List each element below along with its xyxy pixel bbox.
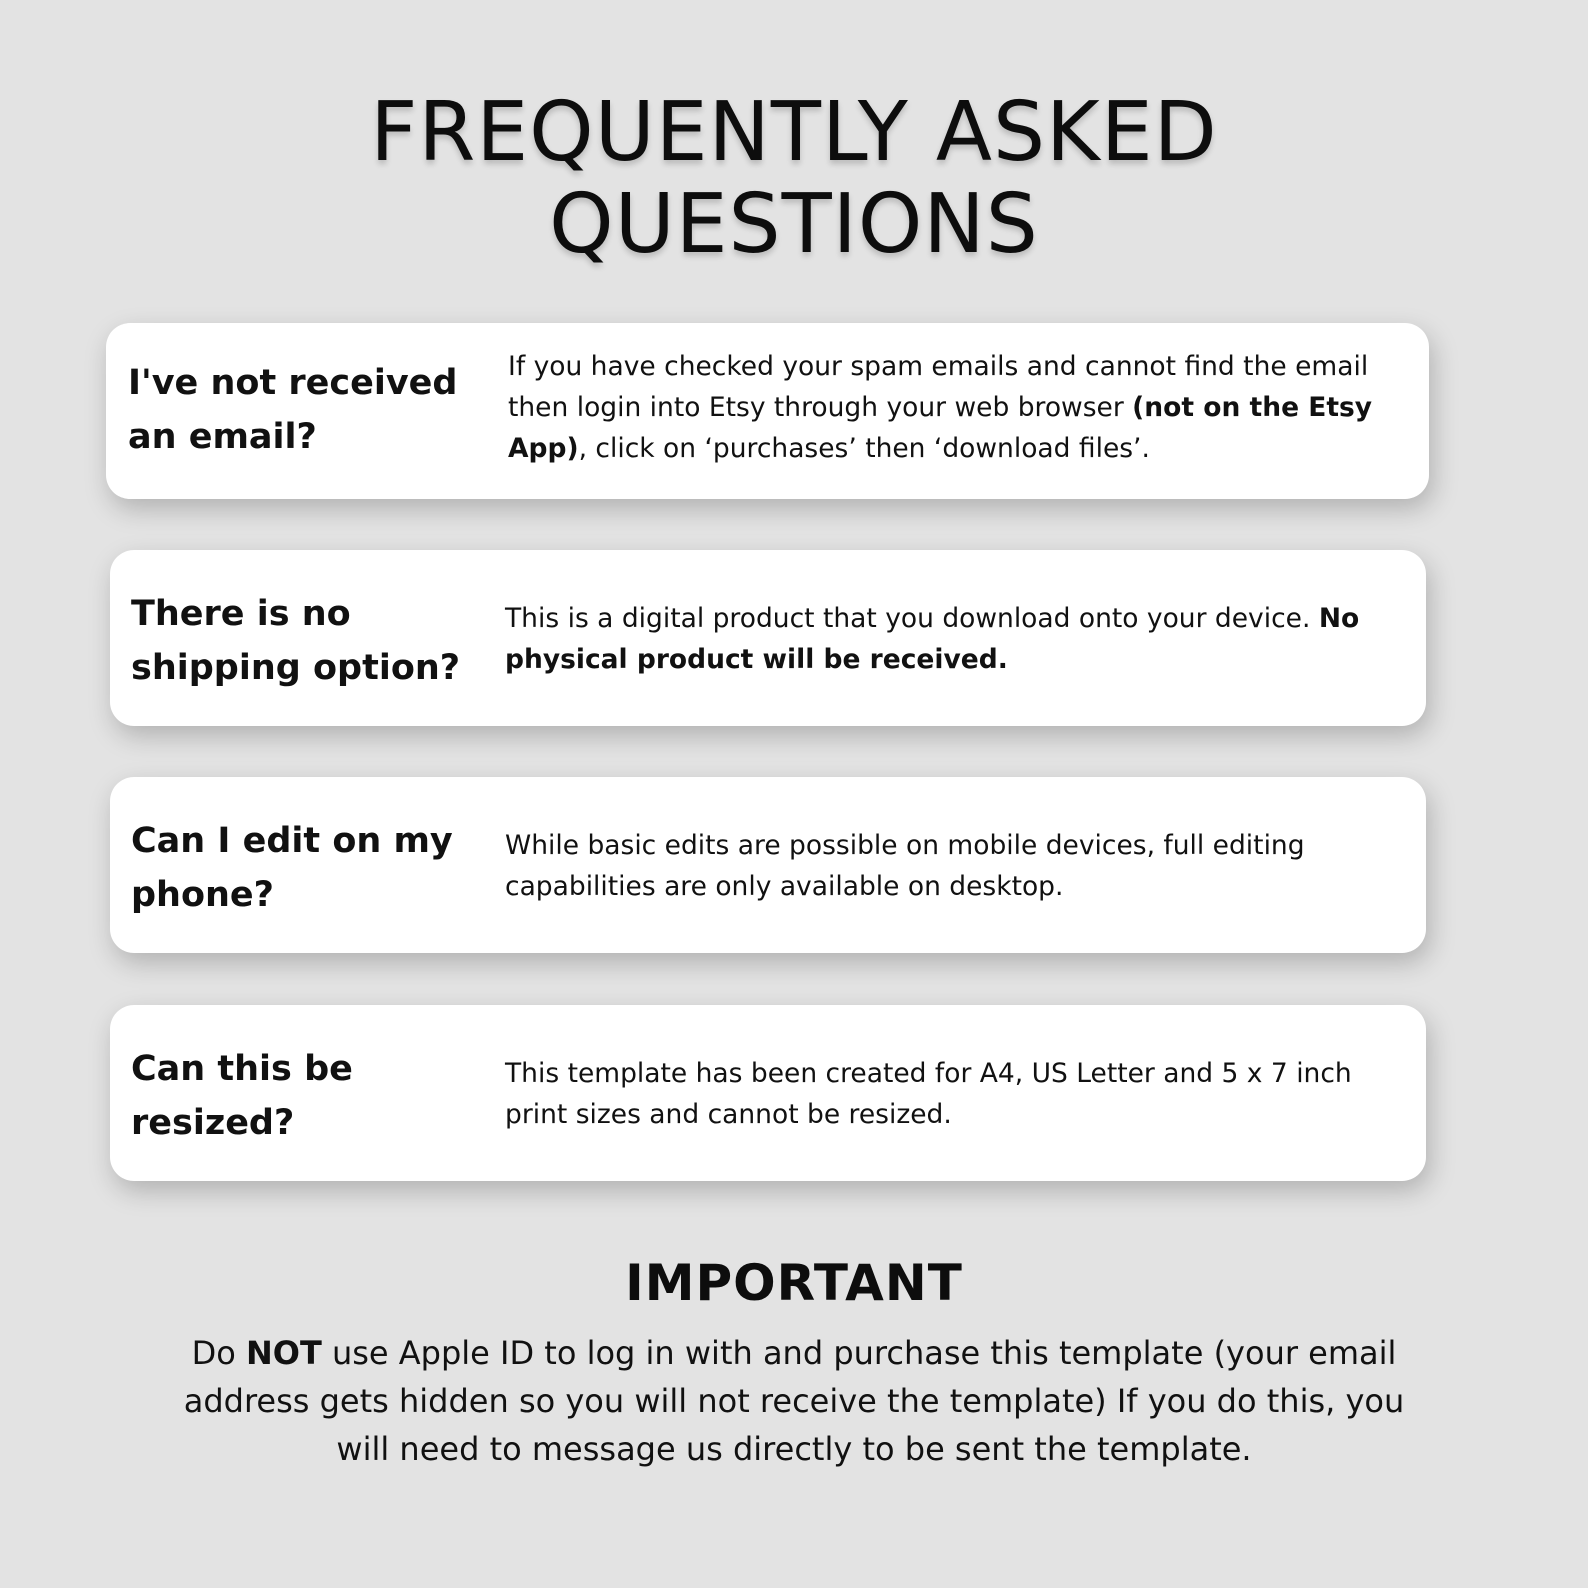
faq-answer xyxy=(508,346,1413,469)
important-notice-text: use Apple ID to log in with and purchase this template (your email address gets hidden so you will not receive the template) If you do this, you will need to message us directly to be sent the template. xyxy=(183,1334,1405,1468)
page-title-line-1: FREQUENTLY ASKED xyxy=(370,85,1218,180)
faq-question: Can this be resized? xyxy=(131,1049,353,1143)
faq-answer-text: While basic edits are possible on mobile devices, full editing capabilities are only available on desktop. xyxy=(505,830,1305,902)
page-title-line-2: QUESTIONS xyxy=(549,177,1039,272)
important-heading: IMPORTANT xyxy=(625,1254,963,1312)
faq-answer-emphasis: (not on the Etsy App) xyxy=(508,392,1373,464)
faq-question: There is no shipping option? xyxy=(131,594,461,688)
faq-answer xyxy=(505,825,1410,907)
faq-card-phone-edit xyxy=(110,777,1426,953)
faq-answer xyxy=(505,598,1410,680)
faq-answer-text: This is a digital product that you download onto your device. xyxy=(505,603,1319,634)
important-notice-prefix: Do xyxy=(191,1334,246,1372)
faq-card-shipping xyxy=(110,550,1426,726)
important-notice xyxy=(170,1329,1418,1473)
faq-answer-text: If you have checked your spam emails and cannot find the email then login into Etsy through your web browser xyxy=(508,351,1369,423)
faq-answer-emphasis: No physical product will be received. xyxy=(505,603,1360,675)
important-notice-emphasis: NOT xyxy=(245,1334,322,1372)
faq-question: Can I edit on my phone? xyxy=(131,821,453,915)
faq-answer-text: This template has been created for A4, US Letter and 5 x 7 inch print sizes and cannot be resized. xyxy=(505,1058,1352,1130)
faq-question: I've not received an email? xyxy=(128,363,458,457)
faq-card-email xyxy=(106,323,1429,499)
faq-card-resize xyxy=(110,1005,1426,1181)
faq-answer-text-end: , click on ‘purchases’ then ‘download files’. xyxy=(578,433,1150,464)
faq-answer xyxy=(505,1053,1410,1135)
